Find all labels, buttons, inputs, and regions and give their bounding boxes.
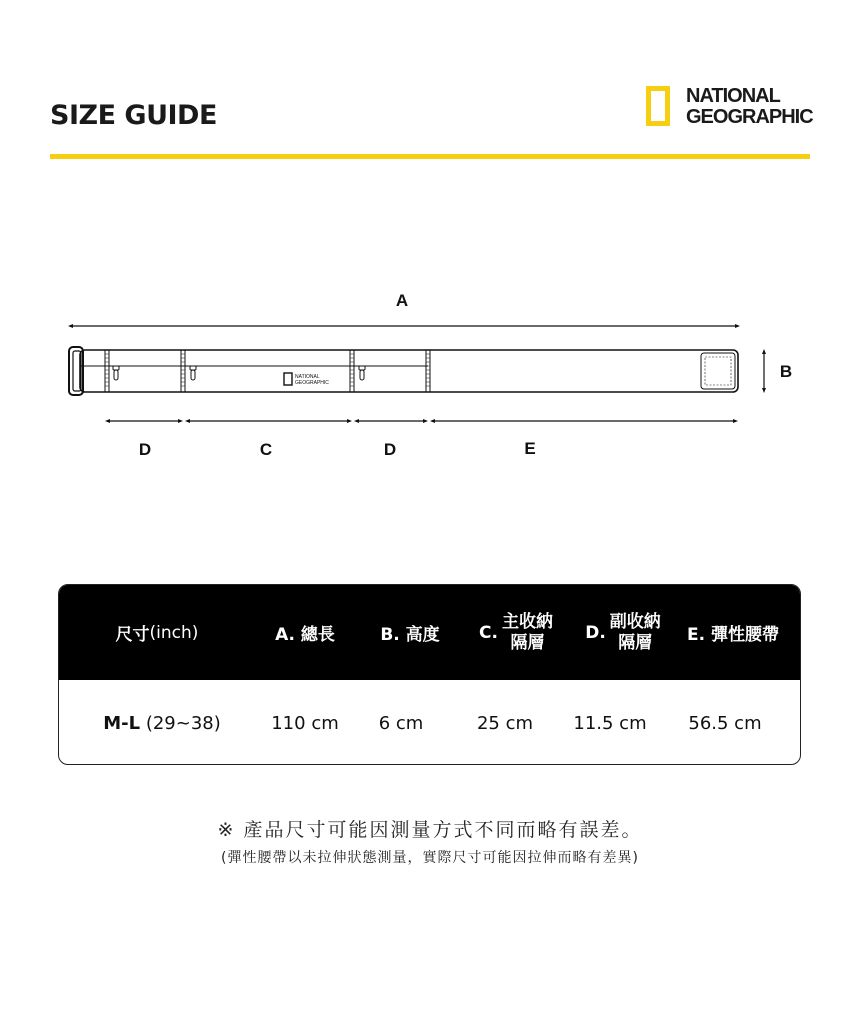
- row-height: 6 cm: [378, 712, 424, 734]
- measurement-note: ※ 產品尺寸可能因測量方式不同而略有誤差。: [217, 819, 643, 841]
- elastic-note: (彈性腰帶以未拉伸狀態測量，實際尺寸可能因拉伸而略有差異): [221, 850, 639, 866]
- header-sub-compartment-prefix: D.: [585, 622, 606, 643]
- header-sub-compartment-line-1: 副收納: [609, 611, 661, 632]
- row-elastic-belt: 56.5 cm: [688, 712, 762, 734]
- page-title: SIZE GUIDE: [50, 100, 217, 131]
- size-table-header: [59, 585, 800, 680]
- header-size-unit: (inch): [149, 622, 199, 643]
- logo-line-1: NATIONAL: [686, 85, 780, 107]
- belt-outline: [69, 347, 738, 395]
- belt-seams: [105, 350, 430, 392]
- dimension-label-a: A: [395, 291, 409, 310]
- size-table: [58, 584, 801, 765]
- header-main-compartment-line-1: 主收納: [501, 611, 553, 632]
- row-sub-compartment: 11.5 cm: [573, 712, 647, 734]
- header-main-compartment-line-2: 隔層: [510, 632, 545, 653]
- row-size: [59, 680, 265, 765]
- row-main-compartment: 25 cm: [476, 712, 534, 734]
- belt-logo-patch-icon: [284, 373, 292, 385]
- header-elastic-belt: E. 彈性腰帶: [687, 625, 779, 645]
- belt-patch-line-1: NATIONAL: [295, 374, 320, 380]
- dimension-label-e: E: [524, 439, 536, 458]
- header-total-length: A. 總長: [275, 625, 335, 645]
- logo-yellow-frame-icon: [646, 86, 670, 126]
- belt-patch-line-2: GEOGRAPHIC: [295, 380, 329, 386]
- header-height: B. 高度: [380, 625, 440, 645]
- logo-wordmark: [686, 86, 813, 128]
- dimension-label-d-left: D: [138, 440, 152, 459]
- row-total-length: 110 cm: [271, 712, 339, 734]
- header-main-compartment-prefix: C.: [479, 622, 498, 643]
- header-divider: [50, 154, 810, 159]
- header-size: [59, 585, 255, 680]
- row-size-label: M-L: [103, 712, 141, 734]
- arrowhead-b-bottom: [762, 388, 766, 393]
- header-main-compartment: [465, 585, 567, 680]
- row-size-range: (29~38): [145, 712, 221, 734]
- header-sub-compartment-line-2: 隔層: [618, 632, 653, 653]
- dimension-label-c: C: [259, 440, 273, 459]
- belt-diagram: [0, 280, 860, 480]
- arrowhead-a-left: [68, 324, 73, 328]
- logo-line-2: GEOGRAPHIC: [686, 106, 813, 128]
- arrowhead-b-top: [762, 349, 766, 354]
- header-sub-compartment: [567, 585, 679, 680]
- dimension-label-b: B: [779, 362, 793, 381]
- arrowhead-a-right: [735, 324, 740, 328]
- table-row: [59, 680, 800, 765]
- dimension-label-d-right: D: [383, 440, 397, 459]
- belt-seam-ticks: [105, 354, 430, 386]
- header-size-label: 尺寸: [115, 625, 150, 645]
- zipper-pull-icons: [113, 366, 365, 380]
